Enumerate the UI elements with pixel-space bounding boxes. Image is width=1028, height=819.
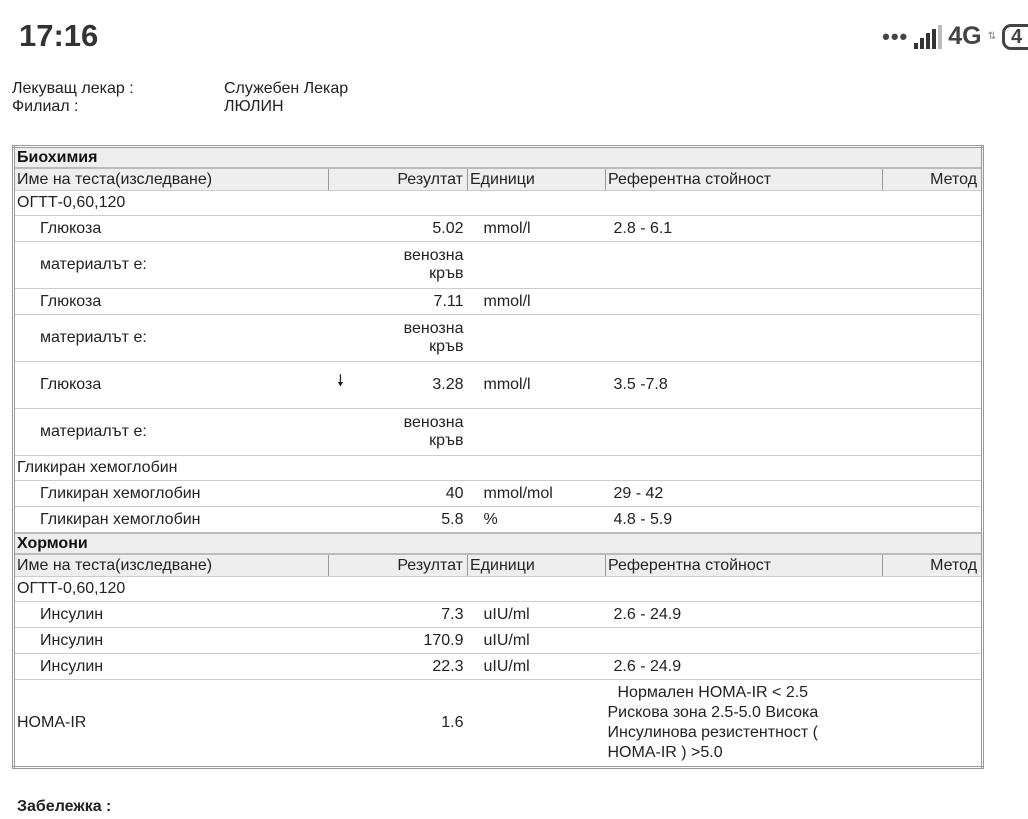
column-header-row: Име на теста(изследване) Резултат Единици Референтна стойност Метод [14,168,983,191]
table-row: Гликиран хемоглобин 5.8 % 4.8 - 5.9 [14,507,983,534]
table-row: Инсулин 170.9 uIU/ml [14,628,983,654]
table-row: Инсулин 7.3 uIU/ml 2.6 - 24.9 [14,602,983,628]
table-row: материалът е: венозна кръв [14,315,983,362]
doctor-value: Служебен Лекар [224,80,349,97]
note-label: Забележка : [17,798,112,815]
group-row: ОГТТ-0,60,120 [14,577,983,602]
section-biochem: Биохимия [14,147,983,169]
section-hormones: Хормони [14,533,983,554]
branch-label: Филиал : [12,98,79,115]
table-row: Глюкоза 🠗 3.28 mmol/l 3.5 -7.8 [14,362,983,409]
table-row: Глюкоза 7.11 mmol/l [14,289,983,315]
table-row: Гликиран хемоглобин 40 mmol/mol 29 - 42 [14,481,983,507]
table-row: Инсулин 22.3 uIU/ml 2.6 - 24.9 [14,654,983,680]
branch-value: ЛЮЛИН [224,98,284,115]
status-bar [0,0,1028,70]
table-row: материалът е: венозна кръв [14,242,983,289]
data-arrows-icon: ⇅ [987,31,996,42]
patient-info [12,80,348,116]
group-row: ОГТТ-0,60,120 [14,191,983,216]
table-row: Глюкоза 5.02 mmol/l 2.8 - 6.1 [14,216,983,242]
clock: 17:16 [19,18,99,53]
low-arrow-icon: 🠗 [337,373,344,390]
doctor-label: Лекуващ лекар : [12,80,134,97]
network-type: 4G [948,22,982,50]
more-dots-icon: ••• [882,23,909,49]
battery-icon: 4 [1002,24,1028,50]
group-row: Гликиран хемоглобин [14,456,983,481]
table-row: материалът е: венозна кръв [14,409,983,456]
table-row-homa: HOMA-IR 1.6 Нормален HOMA-IR < 2.5 Рискова зона 2.5-5.0 Висока Инсулинова резистентност ( HOMA-IR ) >5.0 [14,680,983,768]
results-table [12,145,984,769]
column-header-row: Име на теста(изследване) Резултат Единици Референтна стойност Метод [14,554,983,577]
signal-icon [914,25,942,49]
